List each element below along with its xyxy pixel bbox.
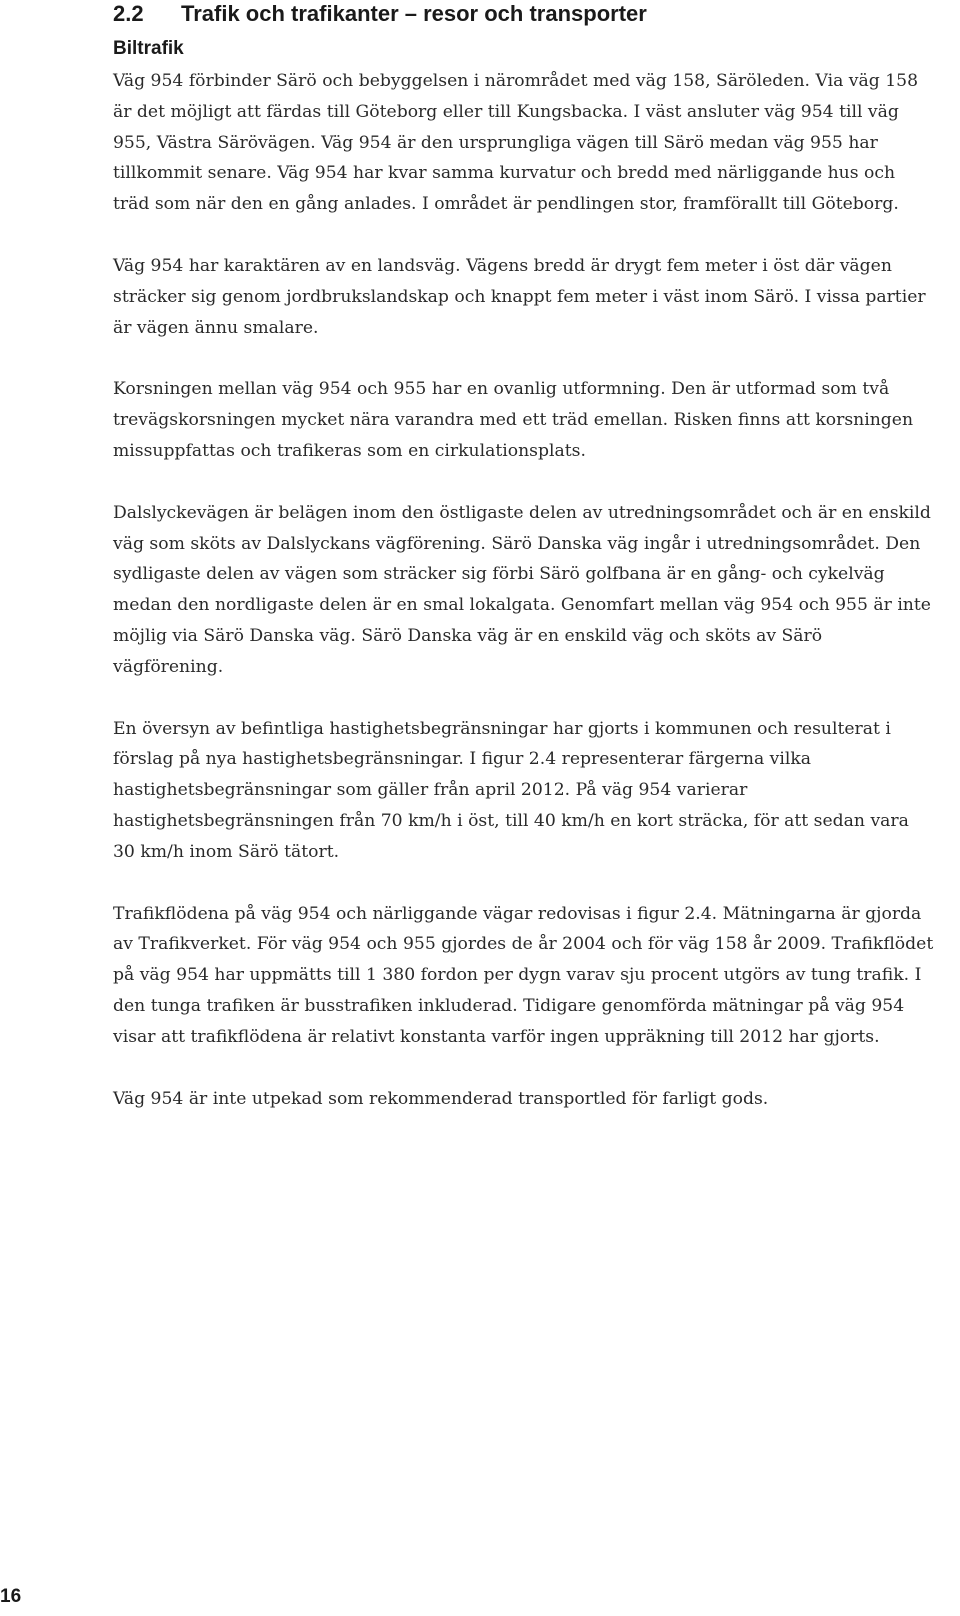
paragraph: Korsningen mellan väg 954 och 955 har en ovanlig utformning. Den är utformad som två trevägskorsningen mycket nära varandra med ett träd emellan. Risken finns att korsningen missuppfattas och trafikeras som en cirkulationsplats. [113, 379, 914, 461]
paragraph: Dalslyckevägen är belägen inom den östligaste delen av utredningsområdet och är en enskild väg som sköts av Dalslyckans vägförening. Särö Danska väg ingår i utredningsområdet. Den sydligaste delen av vägen som sträcker sig förbi Särö golfbana är en gång- och cykelväg medan den nordligaste delen är en smal lokalgata. Genomfart mellan väg 954 och 955 är inte möjlig via Särö Danska väg. Särö Danska väg är en enskild väg och sköts av Särö vägförening. [113, 502, 931, 677]
section-heading [113, 0, 647, 28]
paragraph: En översyn av befintliga hastighetsbegränsningar har gjorts i kommunen och resulterat i förslag på nya hastighetsbegränsningar. I figur 2.4 representerar färgerna vilka hastighetsbegränsningar som gäller från april 2012. På väg 954 varierar hastighetsbegränsningen från 70 km/h i öst, till 40 km/h en kort sträcka, för att sedan vara 30 km/h inom Särö tätort. [113, 718, 909, 862]
body-text [113, 66, 935, 1145]
paragraph: Väg 954 förbinder Särö och bebyggelsen i närområdet med väg 158, Säröleden. Via väg 158 är det möjligt att färdas till Göteborg eller till Kungsbacka. I väst ansluter väg 954 till väg 955, Västra Särövägen. Väg 954 är den ursprungliga vägen till Särö medan väg 955 har tillkommit senare. Väg 954 har kvar samma kurvatur och bredd med närliggande hus och träd som när den en gång anlades. I området är pendlingen stor, framförallt till Göteborg. [113, 71, 919, 215]
paragraph: Väg 954 har karaktären av en landsväg. Vägens bredd är drygt fem meter i öst där vägen sträcker sig genom jordbrukslandskap och knappt fem meter i väst inom Särö. I vissa partier är vägen ännu smalare. [113, 255, 926, 338]
section-number: 2.2 [113, 1, 144, 26]
page-number: 16 [0, 1586, 22, 1607]
paragraph: Trafikflödena på väg 954 och närliggande vägar redovisas i figur 2.4. Mätningarna är gjorda av Trafikverket. För väg 954 och 955 gjordes de år 2004 och för väg 158 år 2009. Trafikflödet på väg 954 har uppmätts till 1 380 fordon per dygn varav sju procent utgörs av tung trafik. I den tunga trafiken är busstrafiken inkluderad. Tidigare genomförda mätningar på väg 954 visar att trafikflödena är relativt konstanta varför ingen uppräkning till 2012 har gjorts. [113, 903, 934, 1047]
subheading-biltrafik: Biltrafik [113, 38, 184, 59]
paragraph: Väg 954 är inte utpekad som rekommenderad transportled för farligt gods. [113, 1088, 769, 1109]
section-title: Trafik och trafikanter – resor och transporter [181, 1, 647, 26]
